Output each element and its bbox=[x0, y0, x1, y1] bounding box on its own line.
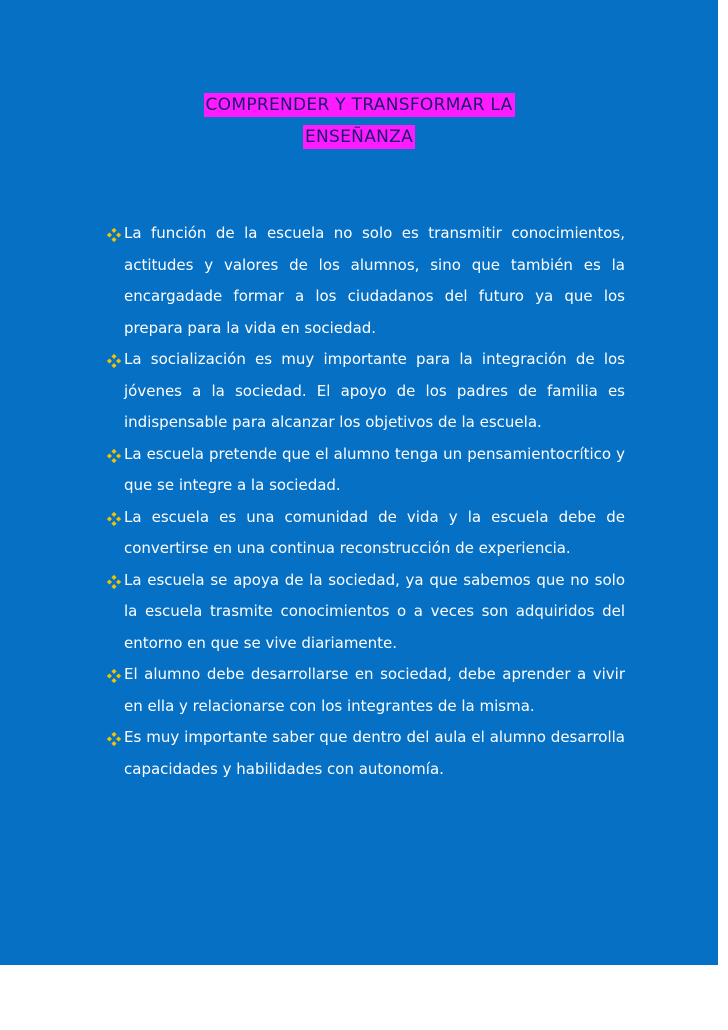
list-item bbox=[107, 344, 625, 439]
list-item-text: La función de la escuela no solo es transmitir conocimientos, actitudes y valores de los alumnos, sino que también es la encargadade formar a los ciudadanos del futuro ya que los prepara para la vida en sociedad. bbox=[124, 224, 625, 337]
diamond-four-dots-icon bbox=[107, 512, 121, 526]
list-item-text: La escuela pretende que el alumno tenga un pensamientocrítico y que se integre a la sociedad. bbox=[124, 444, 625, 494]
title-line-1: COMPRENDER Y TRANSFORMAR LA bbox=[205, 95, 513, 115]
list-item bbox=[107, 218, 625, 344]
list-item bbox=[107, 565, 625, 660]
diamond-four-dots-icon bbox=[107, 354, 121, 368]
list-item-text: El alumno debe desarrollarse en sociedad, debe aprender a vivir en ella y relacionarse con los integrantes de la misma. bbox=[124, 665, 625, 715]
list-item-text: La socialización es muy importante para la integración de los jóvenes a la sociedad. El apoyo de los padres de familia es indispensable para alcanzar los objetivos de la escuela. bbox=[124, 350, 625, 431]
diamond-four-dots-icon bbox=[107, 732, 121, 746]
list-item bbox=[107, 722, 625, 785]
list-item-text: La escuela se apoya de la sociedad, ya que sabemos que no solo la escuela trasmite conocimientos o a veces son adquiridos del entorno en que se vive diariamente. bbox=[124, 570, 625, 652]
diamond-four-dots-icon bbox=[107, 575, 121, 589]
list-item bbox=[107, 439, 625, 502]
bullet-list bbox=[107, 218, 625, 785]
list-item-text: La escuela es una comunidad de vida y la escuela debe de convertirse en una continua reconstrucción de experiencia. bbox=[124, 507, 625, 557]
list-item-text: Es muy importante saber que dentro del aula el alumno desarrolla capacidades y habilidades con autonomía. bbox=[124, 728, 625, 778]
list-item bbox=[107, 659, 625, 722]
diamond-four-dots-icon bbox=[107, 228, 121, 242]
page-title bbox=[0, 90, 718, 152]
title-line-2: ENSEÑANZA bbox=[304, 127, 414, 147]
diamond-four-dots-icon bbox=[107, 449, 121, 463]
list-item bbox=[107, 502, 625, 565]
diamond-four-dots-icon bbox=[107, 669, 121, 683]
